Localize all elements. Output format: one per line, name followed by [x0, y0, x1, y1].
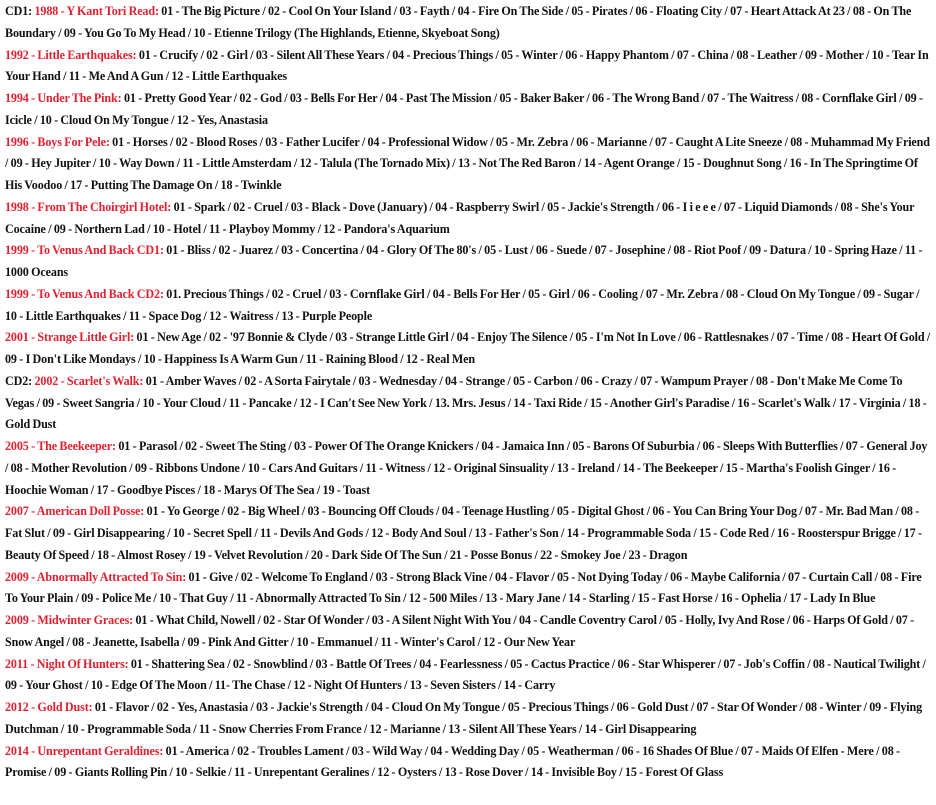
track-list: 01 - Shattering Sea / 02 - Snowblind / 03 - Battle Of Trees / 04 - Fearlessness / 05 - Cactus Practice / 06 - Star Whisperer / 07 - Job's Coffin / 08 - Nautical Twilight / 09 - Your Ghost / 10 - Edge Of The Moon / 11- The Chase / 12 - Night Of Hunters / 13 - Seven Sisters / 14 - Carry: [5, 656, 926, 693]
album-title: 2007 - American Doll Posse:: [5, 504, 145, 519]
album-entry: [5, 741, 932, 785]
album-title: 2011 - Night Of Hunters:: [5, 656, 129, 671]
album-title: 1996 - Boys For Pele:: [5, 134, 110, 149]
album-title: 2009 - Abnormally Attracted To Sin:: [5, 569, 187, 584]
album-entry: [5, 371, 932, 436]
track-list: 01 - Pretty Good Year / 02 - God / 03 - Bells For Her / 04 - Past The Mission / 05 - Baker Baker / 06 - The Wrong Band / 07 - The Waitress / 08 - Cornflake Girl / 09 - Icicle / 10 - Cloud On My Tongue / 12 - Yes, Anastasia: [5, 91, 923, 127]
album-entry: [5, 45, 932, 89]
album-title: 2014 - Unrepentant Geraldines:: [5, 743, 164, 758]
album-title: 1999 - To Venus And Back CD2:: [5, 286, 164, 301]
album-title: 1994 - Under The Pink:: [5, 91, 122, 105]
track-list: 01 - Give / 02 - Welcome To England / 03 - Strong Black Vine / 04 - Flavor / 05 - Not Dying Today / 06 - Maybe California / 07 - Curtain Call / 08 - Fire To Your Plain / 09 - Police Me / 10 - That Guy / 11 - Abnormally Attracted To Sin / 12 - 500 Miles / 13 - Mary Jane / 14 - Starling / 15 - Fast Horse / 16 - Ophelia / 17 - Lady In Blue: [5, 569, 922, 606]
track-list: 01. Precious Things / 02 - Cruel / 03 - Cornflake Girl / 04 - Bells For Her / 05 - Girl / 06 - Cooling / 07 - Mr. Zebra / 08 - Cloud On My Tongue / 09 - Sugar / 10 - Little Earthquakes / 11 - Space Dog / 12 - Waitress / 13 - Purple People: [5, 286, 920, 323]
album-title: 2012 - Gold Dust:: [5, 700, 93, 714]
track-list: 01 - Yo George / 02 - Big Wheel / 03 - Bouncing Off Clouds / 04 - Teenage Hustling / 05 - Digital Ghost / 06 - You Can Bring Your Dog / 07 - Mr. Bad Man / 08 - Fat Slut / 09 - Girl Disappearing / 10 - Secret Spell / 11 - Devils And Gods / 12 - Body And Soul / 13 - Father's Son / 14 - Programmable Soda / 15 - Code Red / 16 - Roosterspur Brigge / 17 - Beauty Of Speed / 18 - Almost Rosey / 19 - Velvet Revolution / 20 - Dark Side Of The Sun / 21 - Posse Bonus / 22 - Smokey Joe / 23 - Dragon: [5, 504, 922, 562]
album-entry: [5, 610, 932, 654]
album-entry: [5, 697, 932, 741]
album-entry: [5, 567, 932, 611]
album-entry: [5, 1, 932, 45]
track-list: 01 - Spark / 02 - Cruel / 03 - Black - Dove (January) / 04 - Raspberry Swirl / 05 - Jackie's Strength / 06 - I i e e e / 07 - Liquid Diamonds / 08 - She's Your Cocaine / 09 - Northern Lad / 10 - Hotel / 11 - Playboy Mommy / 12 - Pandora's Aquarium: [5, 199, 915, 236]
track-list: 01 - Crucify / 02 - Girl / 03 - Silent All These Years / 04 - Precious Things / 05 - Winter / 06 - Happy Phantom / 07 - China / 08 - Leather / 09 - Mother / 10 - Tear In Your Hand / 11 - Me And A Gun / 12 - Little Earthquakes: [5, 47, 929, 84]
album-title: 1988 - Y Kant Tori Read:: [34, 4, 159, 18]
album-entry: [5, 284, 932, 328]
track-list: 01 - Horses / 02 - Blood Roses / 03 - Father Lucifer / 04 - Professional Widow / 05 - Mr. Zebra / 06 - Marianne / 07 - Caught A Lite Sneeze / 08 - Muhammad My Friend / 09 - Hey Jupiter / 10 - Way Down / 11 - Little Amsterdam / 12 - Talula (The Tornado Mix) / 13 - Not The Red Baron / 14 - Agent Orange / 15 - Doughnut Song / 16 - In The Springtime Of His Voodoo / 17 - Putting The Damage On / 18 - Twinkle: [5, 134, 930, 192]
album-title: 1998 - From The Choirgirl Hotel:: [5, 199, 172, 214]
album-entry: [5, 240, 932, 284]
disc-label: CD1:: [5, 4, 35, 18]
album-entry: [5, 197, 932, 241]
track-list: 01 - New Age / 02 - '97 Bonnie & Clyde / 03 - Strange Little Girl / 04 - Enjoy The Silence / 05 - I'm Not In Love / 06 - Rattlesnakes / 07 - Time / 08 - Heart Of Gold / 09 - I Don't Like Mondays / 10 - Happiness Is A Warm Gun / 11 - Raining Blood / 12 - Real Men: [5, 330, 931, 366]
album-title: 1992 - Little Earthquakes:: [5, 47, 137, 62]
album-title: 2002 - Scarlet's Walk:: [34, 373, 144, 388]
album-entry: [5, 132, 932, 197]
album-title: 1999 - To Venus And Back CD1:: [5, 243, 164, 258]
track-list: 01 - The Big Picture / 02 - Cool On Your Island / 03 - Fayth / 04 - Fire On The Side / 05 - Pirates / 06 - Floating City / 07 - Heart Attack At 23 / 08 - On The Boundary / 09 - You Go To My Head / 10 - Etienne Trilogy (The Highlands, Etienne, Skyeboat Song): [5, 4, 912, 40]
album-entry: [5, 501, 932, 566]
track-list: 01 - What Child, Nowell / 02 - Star Of Wonder / 03 - A Silent Night With You / 04 - Candle Coventry Carol / 05 - Holly, Ivy And Rose / 06 - Harps Of Gold / 07 - Snow Angel / 08 - Jeanette, Isabella / 09 - Pink And Gitter / 10 - Emmanuel / 11 - Winter's Carol / 12 - Our New Year: [5, 613, 915, 649]
track-list: 01 - Amber Waves / 02 - A Sorta Fairytale / 03 - Wednesday / 04 - Strange / 05 - Carbon / 06 - Crazy / 07 - Wampum Prayer / 08 - Don't Make Me Come To Vegas / 09 - Sweet Sangria / 10 - Your Cloud / 11 - Pancake / 12 - I Can't See New York / 13. Mrs. Jesus / 14 - Taxi Ride / 15 - Another Girl's Paradise / 16 - Scarlet's Walk / 17 - Virginia / 18 - Gold Dust: [5, 373, 927, 432]
track-list: 01 - Flavor / 02 - Yes, Anastasia / 03 - Jackie's Strength / 04 - Cloud On My Tongue / 05 - Precious Things / 06 - Gold Dust / 07 - Star Of Wonder / 08 - Winter / 09 - Flying Dutchman / 10 - Programmable Soda / 11 - Snow Cherries From France / 12 - Marianne / 13 - Silent All These Years / 14 - Girl Disappearing: [5, 700, 923, 736]
track-list: 01 - Parasol / 02 - Sweet The Sting / 03 - Power Of The Orange Knickers / 04 - Jamaica Inn / 05 - Barons Of Suburbia / 06 - Sleeps With Butterflies / 07 - General Joy / 08 - Mother Revolution / 09 - Ribbons Undone / 10 - Cars And Guitars / 11 - Witness / 12 - Original Sinsuality / 13 - Ireland / 14 - The Beekeeper / 15 - Martha's Foolish Ginger / 16 - Hoochie Woman / 17 - Goodbye Pisces / 18 - Marys Of The Sea / 19 - Toast: [5, 439, 928, 497]
track-list: 01 - America / 02 - Troubles Lament / 03 - Wild Way / 04 - Wedding Day / 05 - Weatherman / 06 - 16 Shades Of Blue / 07 - Maids Of Elfen - Mere / 08 - Promise / 09 - Giants Rolling Pin / 10 - Selkie / 11 - Unrepentant Geralines / 12 - Oysters / 13 - Rose Dover / 14 - Invisible Boy / 15 - Forest Of Glass: [5, 743, 900, 780]
album-entry: [5, 436, 932, 501]
album-entry: [5, 88, 932, 132]
track-list: 01 - Bliss / 02 - Juarez / 03 - Concertina / 04 - Glory Of The 80's / 05 - Lust / 06 - Suede / 07 - Josephine / 08 - Riot Poof / 09 - Datura / 10 - Spring Haze / 11 - 1000 Oceans: [5, 243, 923, 279]
album-entry: [5, 327, 932, 371]
disc-label: CD2:: [5, 373, 35, 388]
album-title: 2009 - Midwinter Graces:: [5, 613, 134, 627]
album-title: 2001 - Strange Little Girl:: [5, 330, 135, 345]
album-title: 2005 - The Beekeeper:: [5, 439, 116, 453]
album-entry: [5, 654, 932, 698]
